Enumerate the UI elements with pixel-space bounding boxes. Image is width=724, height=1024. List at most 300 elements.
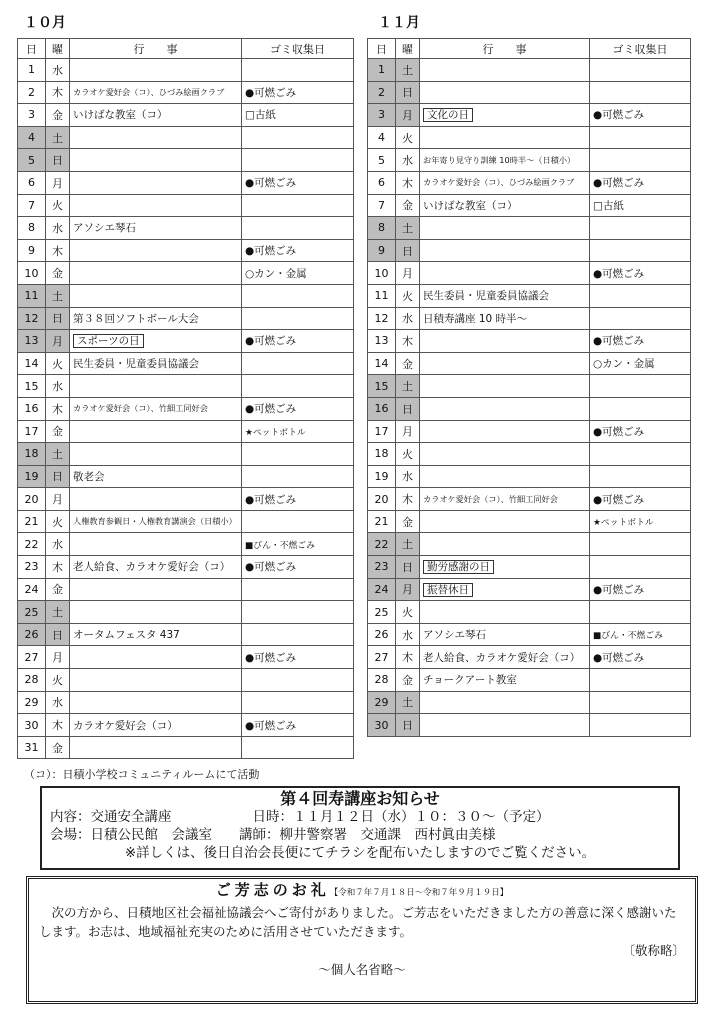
- calendar-row: [18, 601, 354, 624]
- day-cell: 15: [18, 375, 46, 398]
- event-cell: [70, 420, 242, 443]
- weekday-cell: 土: [46, 284, 70, 307]
- day-cell: 10: [368, 262, 396, 285]
- event-cell: [70, 194, 242, 217]
- table-header-row: [18, 39, 354, 59]
- header-day: 日: [18, 39, 46, 59]
- calendar-row: [18, 420, 354, 443]
- event-cell: [70, 578, 242, 601]
- calendar-row: [18, 104, 354, 127]
- event-cell: 民生委員・児童委員協議会: [420, 284, 590, 307]
- donation-thanks-box: [26, 876, 698, 1004]
- weekday-cell: 日: [396, 556, 420, 579]
- event-cell: いけばな教室（コ）: [420, 194, 590, 217]
- garbage-cell: ●可燃ごみ: [590, 330, 691, 353]
- weekday-cell: 土: [396, 375, 420, 398]
- calendar-row: [368, 420, 691, 443]
- event-cell: [70, 171, 242, 194]
- calendar-row: [368, 239, 691, 262]
- event-cell: [420, 352, 590, 375]
- header-garbage: ゴミ収集日: [242, 39, 354, 59]
- garbage-cell: ●可燃ごみ: [242, 397, 354, 420]
- calendar-row: [368, 533, 691, 556]
- garbage-cell: ●可燃ごみ: [242, 171, 354, 194]
- weekday-cell: 木: [46, 81, 70, 104]
- calendar-row: [368, 623, 691, 646]
- garbage-cell: [242, 59, 354, 82]
- weekday-cell: 金: [46, 104, 70, 127]
- event-cell: [70, 443, 242, 466]
- event-cell: [70, 284, 242, 307]
- garbage-cell: [590, 533, 691, 556]
- calendar-row: [368, 307, 691, 330]
- calendar-row: [18, 488, 354, 511]
- day-cell: 13: [368, 330, 396, 353]
- calendar-row: [18, 646, 354, 669]
- day-cell: 18: [18, 443, 46, 466]
- garbage-cell: [242, 578, 354, 601]
- day-cell: 17: [18, 420, 46, 443]
- calendar-row: [18, 375, 354, 398]
- weekday-cell: 日: [396, 81, 420, 104]
- weekday-cell: 月: [396, 262, 420, 285]
- event-cell: [420, 533, 590, 556]
- event-cell: [420, 217, 590, 240]
- garbage-cell: ●可燃ごみ: [242, 330, 354, 353]
- day-cell: 25: [18, 601, 46, 624]
- table-header-row: [368, 39, 691, 59]
- calendar-row: [18, 217, 354, 240]
- event-cell: [420, 714, 590, 737]
- calendar-row: [18, 307, 354, 330]
- weekday-cell: 火: [46, 352, 70, 375]
- event-cell: オータムフェスタ 437: [70, 623, 242, 646]
- calendar-row: [18, 510, 354, 533]
- weekday-cell: 水: [46, 533, 70, 556]
- day-cell: 28: [368, 669, 396, 692]
- garbage-cell: [242, 669, 354, 692]
- notice-title: 第４回寿講座お知らせ: [280, 789, 440, 808]
- event-cell: [420, 691, 590, 714]
- calendar-row: [18, 149, 354, 172]
- weekday-cell: 土: [46, 443, 70, 466]
- weekday-cell: 水: [396, 465, 420, 488]
- garbage-cell: [590, 239, 691, 262]
- day-cell: 24: [368, 578, 396, 601]
- calendar-row: [18, 669, 354, 692]
- holiday-label: 振替休日: [423, 583, 473, 597]
- calendar-row: [368, 714, 691, 737]
- garbage-cell: [590, 217, 691, 240]
- day-cell: 17: [368, 420, 396, 443]
- garbage-cell: ★ペットボトル: [590, 510, 691, 533]
- weekday-cell: 日: [46, 623, 70, 646]
- weekday-cell: 月: [396, 578, 420, 601]
- event-cell: カラオケ愛好会（コ）、ひづみ絵画クラブ: [70, 81, 242, 104]
- weekday-cell: 金: [46, 420, 70, 443]
- calendar-row: [368, 488, 691, 511]
- garbage-cell: [242, 217, 354, 240]
- calendar-row: [18, 533, 354, 556]
- november-title: １１月: [378, 15, 420, 31]
- notice-line: 会場：日積公民館 会議室 講師：柳井警察署 交通課 西村眞由美様: [50, 827, 496, 843]
- weekday-cell: 月: [46, 488, 70, 511]
- weekday-cell: 金: [396, 669, 420, 692]
- garbage-cell: ★ペットボトル: [242, 420, 354, 443]
- weekday-cell: 水: [46, 691, 70, 714]
- weekday-cell: 金: [396, 510, 420, 533]
- calendar-row: [18, 81, 354, 104]
- holiday-label: 文化の日: [423, 108, 473, 122]
- calendar-row: [368, 126, 691, 149]
- day-cell: 25: [368, 601, 396, 624]
- garbage-cell: [242, 375, 354, 398]
- event-cell: [420, 556, 590, 579]
- weekday-cell: 火: [46, 669, 70, 692]
- day-cell: 16: [18, 397, 46, 420]
- event-cell: [420, 104, 590, 127]
- event-cell: [70, 149, 242, 172]
- calendar-row: [368, 149, 691, 172]
- october-title: １０月: [24, 15, 66, 31]
- event-cell: [420, 420, 590, 443]
- garbage-cell: ●可燃ごみ: [242, 646, 354, 669]
- weekday-cell: 水: [46, 375, 70, 398]
- garbage-cell: ●可燃ごみ: [242, 714, 354, 737]
- weekday-cell: 土: [46, 126, 70, 149]
- event-cell: [420, 465, 590, 488]
- day-cell: 23: [368, 556, 396, 579]
- garbage-cell: [590, 556, 691, 579]
- community-room-footnote: （コ）：日積小学校コミュニティルームにて活動: [24, 768, 260, 781]
- garbage-cell: ○カン・金属: [590, 352, 691, 375]
- day-cell: 8: [18, 217, 46, 240]
- event-cell: アソシエ琴石: [70, 217, 242, 240]
- event-cell: [70, 59, 242, 82]
- event-cell: [70, 262, 242, 285]
- weekday-cell: 日: [396, 714, 420, 737]
- day-cell: 26: [368, 623, 396, 646]
- weekday-cell: 金: [46, 736, 70, 759]
- weekday-cell: 土: [396, 691, 420, 714]
- weekday-cell: 月: [46, 171, 70, 194]
- day-cell: 3: [18, 104, 46, 127]
- day-cell: 5: [18, 149, 46, 172]
- event-cell: [420, 397, 590, 420]
- calendar-row: [368, 601, 691, 624]
- honorific-note: 〔敬称略〕: [622, 943, 685, 958]
- calendar-row: [368, 669, 691, 692]
- thanks-title: [39, 881, 685, 903]
- garbage-cell: ■びん・不燃ごみ: [242, 533, 354, 556]
- garbage-cell: [590, 397, 691, 420]
- day-cell: 12: [368, 307, 396, 330]
- header-events: 行 事: [420, 39, 590, 59]
- weekday-cell: 火: [46, 194, 70, 217]
- calendar-row: [368, 194, 691, 217]
- calendar-row: [368, 578, 691, 601]
- day-cell: 21: [368, 510, 396, 533]
- weekday-cell: 土: [396, 217, 420, 240]
- calendar-row: [368, 352, 691, 375]
- event-cell: 老人給食、カラオケ愛好会（コ）: [70, 556, 242, 579]
- garbage-cell: □古紙: [242, 104, 354, 127]
- event-cell: [420, 375, 590, 398]
- november-calendar-table: [367, 38, 691, 737]
- holiday-label: 勤労感謝の日: [423, 560, 494, 574]
- event-cell: [70, 375, 242, 398]
- notice-line: 内容：交通安全講座 日時：１１月１２日（水）１０：３０～（予定）: [50, 809, 550, 825]
- garbage-cell: [590, 465, 691, 488]
- garbage-cell: [590, 307, 691, 330]
- garbage-cell: [590, 443, 691, 466]
- day-cell: 5: [368, 149, 396, 172]
- thanks-heading: ご芳志のお礼: [215, 881, 330, 899]
- calendar-row: [18, 284, 354, 307]
- event-cell: カラオケ愛好会（コ）、竹細工同好会: [420, 488, 590, 511]
- weekday-cell: 木: [46, 397, 70, 420]
- header-weekday: 曜: [396, 39, 420, 59]
- event-cell: [70, 691, 242, 714]
- calendar-row: [368, 397, 691, 420]
- day-cell: 15: [368, 375, 396, 398]
- garbage-cell: [242, 465, 354, 488]
- calendar-row: [18, 239, 354, 262]
- garbage-cell: [242, 352, 354, 375]
- lecture-notice-box: [40, 786, 680, 870]
- garbage-cell: ■びん・不燃ごみ: [590, 623, 691, 646]
- calendar-row: [368, 59, 691, 82]
- event-cell: [70, 330, 242, 353]
- garbage-cell: [242, 284, 354, 307]
- event-cell: [420, 578, 590, 601]
- event-cell: [70, 239, 242, 262]
- weekday-cell: 日: [46, 149, 70, 172]
- day-cell: 29: [18, 691, 46, 714]
- calendar-row: [368, 171, 691, 194]
- calendar-row: [18, 330, 354, 353]
- calendar-row: [368, 465, 691, 488]
- weekday-cell: 土: [396, 59, 420, 82]
- garbage-cell: [590, 601, 691, 624]
- event-cell: アソシエ琴石: [420, 623, 590, 646]
- day-cell: 19: [18, 465, 46, 488]
- header-garbage: ゴミ収集日: [590, 39, 691, 59]
- day-cell: 14: [368, 352, 396, 375]
- garbage-cell: [242, 601, 354, 624]
- day-cell: 26: [18, 623, 46, 646]
- header-weekday: 曜: [46, 39, 70, 59]
- calendar-row: [368, 330, 691, 353]
- garbage-cell: [590, 149, 691, 172]
- calendar-row: [368, 81, 691, 104]
- garbage-cell: ●可燃ごみ: [242, 488, 354, 511]
- garbage-cell: [242, 149, 354, 172]
- garbage-cell: [590, 714, 691, 737]
- day-cell: 4: [368, 126, 396, 149]
- event-cell: [420, 81, 590, 104]
- october-calendar-table: [17, 38, 354, 759]
- calendar-row: [368, 443, 691, 466]
- calendar-row: [18, 262, 354, 285]
- day-cell: 22: [368, 533, 396, 556]
- calendar-row: [18, 714, 354, 737]
- weekday-cell: 金: [46, 262, 70, 285]
- garbage-cell: ●可燃ごみ: [590, 646, 691, 669]
- day-cell: 4: [18, 126, 46, 149]
- weekday-cell: 月: [396, 104, 420, 127]
- day-cell: 31: [18, 736, 46, 759]
- day-cell: 12: [18, 307, 46, 330]
- calendar-row: [18, 126, 354, 149]
- garbage-cell: [242, 510, 354, 533]
- calendar-row: [18, 736, 354, 759]
- garbage-cell: ●可燃ごみ: [590, 262, 691, 285]
- weekday-cell: 水: [396, 149, 420, 172]
- garbage-cell: ●可燃ごみ: [590, 420, 691, 443]
- calendar-row: [368, 646, 691, 669]
- day-cell: 11: [368, 284, 396, 307]
- calendar-row: [18, 465, 354, 488]
- weekday-cell: 火: [396, 284, 420, 307]
- garbage-cell: [590, 81, 691, 104]
- garbage-cell: [242, 691, 354, 714]
- day-cell: 1: [368, 59, 396, 82]
- event-cell: カラオケ愛好会（コ）、竹細工同好会: [70, 397, 242, 420]
- garbage-cell: [242, 126, 354, 149]
- weekday-cell: 木: [396, 646, 420, 669]
- day-cell: 21: [18, 510, 46, 533]
- event-cell: チョークアート教室: [420, 669, 590, 692]
- event-cell: カラオケ愛好会（コ）、ひづみ絵画クラブ: [420, 171, 590, 194]
- calendar-row: [368, 284, 691, 307]
- event-cell: 人権教育参観日・人権教育講演会（日積小）: [70, 510, 242, 533]
- day-cell: 19: [368, 465, 396, 488]
- weekday-cell: 火: [46, 510, 70, 533]
- notice-line: ※詳しくは、後日自治会長便にてチラシを配布いたしますのでご覧ください。: [124, 845, 596, 861]
- day-cell: 24: [18, 578, 46, 601]
- day-cell: 27: [368, 646, 396, 669]
- weekday-cell: 月: [46, 330, 70, 353]
- event-cell: [70, 669, 242, 692]
- weekday-cell: 日: [396, 397, 420, 420]
- event-cell: [420, 59, 590, 82]
- event-cell: [420, 262, 590, 285]
- holiday-label: スポーツの日: [73, 334, 144, 348]
- weekday-cell: 木: [396, 330, 420, 353]
- weekday-cell: 水: [46, 217, 70, 240]
- garbage-cell: [590, 669, 691, 692]
- event-cell: [420, 601, 590, 624]
- calendar-row: [18, 443, 354, 466]
- day-cell: 16: [368, 397, 396, 420]
- weekday-cell: 木: [46, 714, 70, 737]
- weekday-cell: 土: [396, 533, 420, 556]
- day-cell: 6: [368, 171, 396, 194]
- weekday-cell: 日: [46, 465, 70, 488]
- event-cell: カラオケ愛好会（コ）: [70, 714, 242, 737]
- weekday-cell: 日: [46, 307, 70, 330]
- day-cell: 18: [368, 443, 396, 466]
- event-cell: [70, 533, 242, 556]
- event-cell: [420, 126, 590, 149]
- garbage-cell: [242, 307, 354, 330]
- calendar-row: [18, 578, 354, 601]
- calendar-row: [18, 59, 354, 82]
- weekday-cell: 火: [396, 443, 420, 466]
- garbage-cell: [590, 375, 691, 398]
- garbage-cell: ●可燃ごみ: [242, 239, 354, 262]
- header-events: 行 事: [70, 39, 242, 59]
- event-cell: [70, 736, 242, 759]
- garbage-cell: ●可燃ごみ: [590, 578, 691, 601]
- garbage-cell: ●可燃ごみ: [590, 171, 691, 194]
- calendar-row: [368, 556, 691, 579]
- calendar-row: [18, 691, 354, 714]
- day-cell: 23: [18, 556, 46, 579]
- calendar-row: [368, 262, 691, 285]
- weekday-cell: 水: [46, 59, 70, 82]
- day-cell: 6: [18, 171, 46, 194]
- event-cell: 第３８回ソフトボール大会: [70, 307, 242, 330]
- event-cell: 敬老会: [70, 465, 242, 488]
- day-cell: 7: [368, 194, 396, 217]
- event-cell: 老人給食、カラオケ愛好会（コ）: [420, 646, 590, 669]
- day-cell: 10: [18, 262, 46, 285]
- garbage-cell: [590, 284, 691, 307]
- weekday-cell: 金: [396, 194, 420, 217]
- calendar-row: [368, 104, 691, 127]
- weekday-cell: 土: [46, 601, 70, 624]
- weekday-cell: 火: [396, 126, 420, 149]
- calendar-row: [18, 171, 354, 194]
- weekday-cell: 月: [396, 420, 420, 443]
- garbage-cell: □古紙: [590, 194, 691, 217]
- day-cell: 30: [18, 714, 46, 737]
- day-cell: 20: [18, 488, 46, 511]
- day-cell: 30: [368, 714, 396, 737]
- day-cell: 20: [368, 488, 396, 511]
- day-cell: 11: [18, 284, 46, 307]
- event-cell: 民生委員・児童委員協議会: [70, 352, 242, 375]
- event-cell: 日積寿講座 10 時半～: [420, 307, 590, 330]
- weekday-cell: 月: [46, 646, 70, 669]
- garbage-cell: [242, 736, 354, 759]
- day-cell: 14: [18, 352, 46, 375]
- event-cell: [70, 126, 242, 149]
- garbage-cell: ●可燃ごみ: [590, 488, 691, 511]
- garbage-cell: ○カン・金属: [242, 262, 354, 285]
- garbage-cell: ●可燃ごみ: [242, 81, 354, 104]
- header-day: 日: [368, 39, 396, 59]
- day-cell: 9: [18, 239, 46, 262]
- weekday-cell: 金: [396, 352, 420, 375]
- event-cell: [70, 601, 242, 624]
- weekday-cell: 水: [396, 623, 420, 646]
- names-omitted: ～個人名省略～: [318, 962, 406, 977]
- weekday-cell: 木: [46, 239, 70, 262]
- garbage-cell: [590, 691, 691, 714]
- day-cell: 27: [18, 646, 46, 669]
- day-cell: 8: [368, 217, 396, 240]
- garbage-cell: [590, 59, 691, 82]
- thanks-body: 次の方から、日積地区社会福祉協議会へご寄付がありました。ご芳志をいただきました方の善意に深く感謝いたします。お志は、地域福祉充実のために活用させていただきます。: [39, 905, 677, 939]
- calendar-row: [368, 691, 691, 714]
- event-cell: お年寄り見守り訓練 10時半～（日積小）: [420, 149, 590, 172]
- event-cell: [420, 510, 590, 533]
- garbage-cell: [242, 623, 354, 646]
- day-cell: 13: [18, 330, 46, 353]
